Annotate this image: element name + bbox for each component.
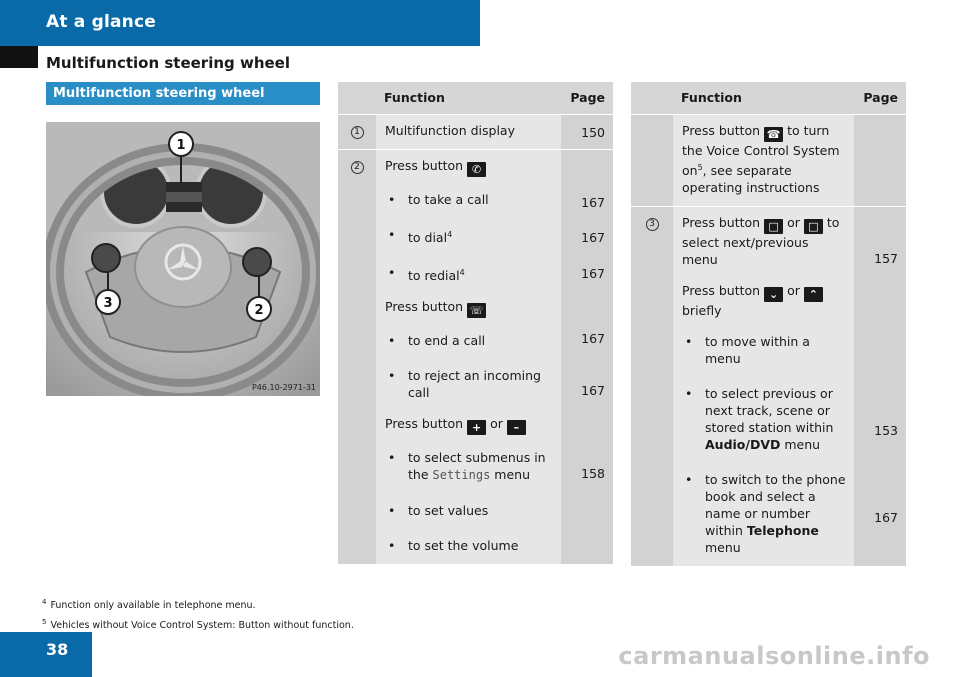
header-page: Page: [561, 82, 613, 114]
page-ref: 167: [581, 382, 605, 398]
header-blank: [631, 82, 673, 114]
page-number: 38: [0, 632, 92, 677]
header-function: Function: [673, 82, 854, 114]
footnote: $^5$ Vehicles without Voice Control System: Button without function.: [42, 618, 354, 632]
header-marker: [0, 46, 38, 68]
watermark: carmanualsonline.info: [618, 642, 930, 670]
svg-text:3: 3: [103, 296, 113, 311]
section-title: Multifunction steering wheel: [46, 82, 320, 105]
minus-icon: –: [507, 420, 526, 435]
page-ref: 157: [874, 250, 898, 266]
arrow-up-icon: ⌃: [804, 287, 823, 302]
callout-2: [247, 297, 271, 321]
footnotes: [42, 594, 354, 634]
row-voice-control: Press button ☎ to turn the Voice Control System $on^5$, see separate operating instructions: [673, 114, 854, 206]
menu-next-icon: □: [764, 219, 783, 234]
header-blank: [338, 82, 376, 114]
page-ref: 167: [581, 265, 605, 281]
item-number: 2: [351, 161, 364, 174]
page-title: Multifunction steering wheel: [46, 54, 290, 72]
plus-icon: +: [467, 420, 486, 435]
phone-hangup-icon: ☏: [467, 303, 486, 318]
steering-wheel-photo: [46, 122, 320, 396]
function-table-right: [631, 82, 906, 566]
function-table-left: [338, 82, 613, 564]
page-ref: 153: [874, 422, 898, 438]
page-ref: 167: [581, 330, 605, 346]
voice-control-icon: ☎: [764, 127, 783, 142]
page-ref: 167: [581, 229, 605, 245]
page-ref: 167: [581, 194, 605, 210]
header-function: Function: [376, 82, 561, 114]
page-ref: 167: [874, 509, 898, 525]
svg-text:2: 2: [254, 303, 264, 318]
row-phone-buttons: Press button ✆ • to take a call • to dial$^4$ • to redial$^4$ Press button ☏ • to end a call • to reject an incoming call Press button + or – • to select submenus in the Settings menu • to set values • to set the volume: [376, 149, 561, 564]
phone-accept-icon: ✆: [467, 162, 486, 177]
page-ref: 150: [581, 124, 605, 140]
row-multifunction-display: Multifunction display: [376, 114, 561, 149]
callout-1: [169, 132, 193, 156]
row-menu-buttons: Press button □ or □ to select next/previous menu Press button ⌄ or ⌃ briefly • to move within a menu • to select previous or next track, scene or stored station within Audio/DVD menu • to switch to the phone book and select a name or number within Telephone menu: [673, 206, 854, 566]
menu-previous-icon: □: [804, 219, 823, 234]
chapter-title: At a glance: [46, 12, 156, 32]
item-number: 3: [646, 218, 659, 231]
item-number: 1: [351, 126, 364, 139]
footnote: $^4$ Function only available in telephone menu.: [42, 598, 256, 612]
page-ref: 158: [581, 465, 605, 481]
photo-code: P46.10-2971-31: [251, 383, 316, 392]
svg-text:1: 1: [176, 138, 186, 153]
arrow-down-icon: ⌄: [764, 287, 783, 302]
callout-3: [96, 290, 120, 314]
header-page: Page: [854, 82, 906, 114]
